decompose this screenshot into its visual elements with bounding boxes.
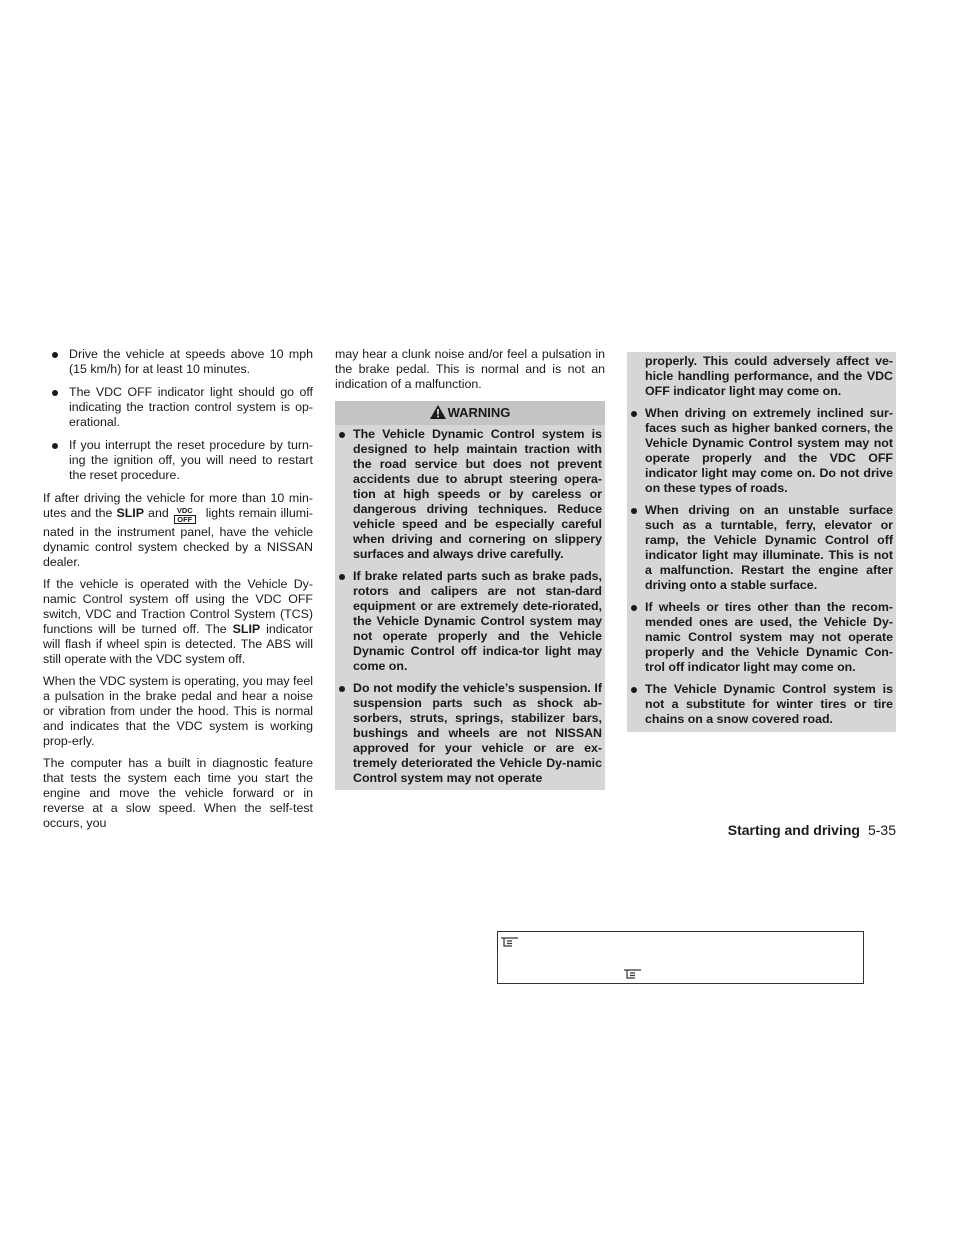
list-item-text: The VDC OFF indicator light should go off indicating the traction control system is op-erational. — [69, 385, 313, 429]
warning-triangle-icon — [430, 403, 446, 427]
warning-item: The Vehicle Dynamic Control system is designed to help maintain traction with the road service but does not prevent accidents due to abrupt steering opera-tion at high speeds or by careless or dangerous driving techniques. Reduce vehicle speed and be especially careful when driving and cornering on slippery surfaces and always drive carefully. — [335, 427, 602, 562]
warning-item: If brake related parts such as brake pads, rotors and calipers are not stan-dard equipment or are extremely dete-riorated, the Vehicle Dynamic Control system may not operate properly and the Vehicle Dynamic Control off indica-tor light may come on. — [335, 569, 602, 674]
page-footer — [728, 822, 896, 838]
bullet-icon — [52, 390, 58, 396]
warning-item: The Vehicle Dynamic Control system is not a substitute for winter tires or tire chains on a snow covered road. — [627, 682, 893, 727]
bullet-icon — [339, 574, 345, 580]
warning-item: If wheels or tires other than the recom-mended ones are used, the Vehicle Dy-namic Control system may not operate properly and the Vehicle Dynamic Con-trol off indicator light may come on. — [627, 600, 893, 675]
pointing-hand-icon — [500, 934, 520, 953]
warning-list — [335, 427, 605, 786]
bullet-icon — [631, 605, 637, 611]
warning-header — [335, 401, 605, 425]
list-item — [43, 385, 313, 430]
paragraph-continued: may hear a clunk noise and/or feel a pulsation in the brake pedal. This is normal and is not an indication of a malfunction. — [335, 347, 605, 391]
list-item — [43, 438, 313, 483]
warning-box-continued — [627, 352, 896, 732]
bullet-icon — [631, 508, 637, 514]
bullet-icon — [339, 686, 345, 692]
bullet-icon — [631, 411, 637, 417]
slip-label: SLIP — [232, 622, 261, 636]
paragraph-lights-remain: If after driving the vehicle for more than 10 min-utes and the SLIP and VDC OFF lights remain illumi-nated in the instrument panel, have the vehicle dynamic control system checked by a NISSAN dealer. — [43, 491, 313, 569]
column-right — [627, 352, 896, 732]
paragraph-diagnostic: The computer has a built in diagnostic feature that tests the system each time you start the engine and move the vehicle forward or in reverse at a slow speed. When the self-test occurs, you — [43, 756, 313, 830]
reset-procedure-list — [43, 347, 313, 483]
paragraph-vdc-operating: When the VDC system is operating, you may feel a pulsation in the brake pedal and hear a noise or vibration from under the hood. This is normal and indicates that the VDC system is working prop-erly. — [43, 674, 313, 748]
vdc-off-indicator-icon: VDC OFF — [174, 507, 196, 525]
pointing-hand-icon — [623, 966, 643, 985]
warning-item: Do not modify the vehicle’s suspension. If suspension parts such as shock ab-sorbers, struts, springs, stabilizer bars, bushings and wheels are not NISSAN approved for your vehicle or are ex-tremely deteriorated the Vehicle Dy-namic Control system may not operate — [335, 681, 602, 786]
bullet-icon — [52, 443, 58, 449]
list-item-text: If you interrupt the reset procedure by turn-ing the ignition off, you will need to restart the reset procedure. — [69, 438, 313, 482]
section-title: Starting and driving — [727, 822, 860, 838]
column-left — [43, 347, 313, 838]
list-item — [43, 347, 313, 377]
warning-list — [627, 406, 896, 727]
bullet-icon — [631, 687, 637, 693]
list-item-text: Drive the vehicle at speeds above 10 mph (15 km/h) for at least 10 minutes. — [69, 347, 313, 376]
paragraph-vdc-off: If the vehicle is operated with the Vehicle Dy-namic Control system off using the VDC OFF switch, VDC and Traction Control System (TCS) functions will be turned off. The SLIP indicator will flash if wheel spin is detected. The ABS will still operate with the VDC system off. — [43, 577, 313, 666]
slip-label: SLIP — [116, 506, 144, 520]
warning-item: When driving on an unstable surface such as a turntable, ferry, elevator or ramp, the Vehicle Dynamic Control off indicator light may illuminate. This is not a malfunction. Restart the engine after driving onto a stable surface. — [627, 503, 893, 593]
bullet-icon — [52, 352, 58, 358]
warning-item: When driving on extremely inclined sur-faces such as higher banked corners, the Vehicle Dynamic Control system may not operate properly and the VDC OFF indicator light may come on. Do not drive on these types of roads. — [627, 406, 893, 496]
warning-continuation: properly. This could adversely affect ve-hicle handling performance, and the VDC OFF indicator light may come on. — [645, 354, 893, 398]
bullet-icon — [339, 432, 345, 438]
warning-title: WARNING — [447, 405, 511, 420]
note-box — [497, 931, 864, 984]
page-number: 5-35 — [867, 822, 896, 838]
warning-box — [335, 401, 605, 790]
column-middle — [335, 347, 605, 790]
